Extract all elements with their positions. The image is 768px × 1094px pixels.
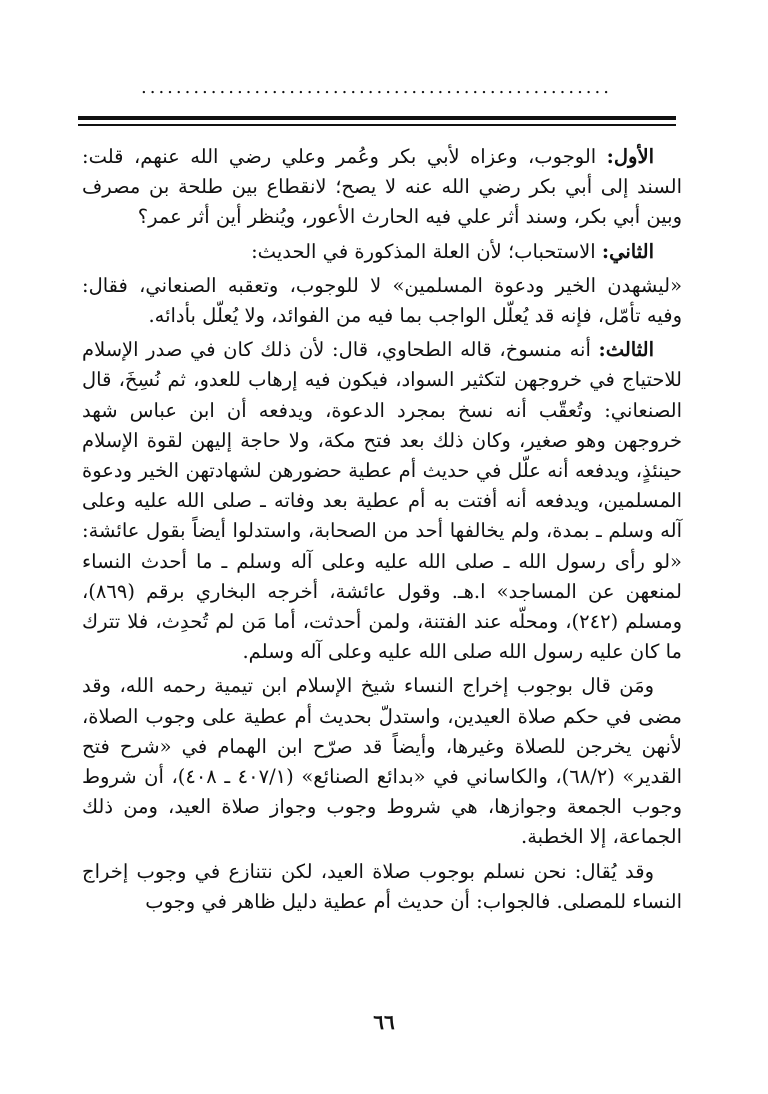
paragraph-ibn-taymiyyah: [82, 671, 682, 852]
header-rule-thick: [78, 116, 676, 120]
page-number: ٦٦: [373, 1010, 395, 1034]
paragraph-text: «ليشهدن الخير ودعوة المسلمين» لا للوجوب، وتعقبه الصنعاني، فقال: وفيه تأمّل، فإنه قد يُعلّل الواجب بما فيه من الفوائد، ولا يُعلّل بأدائه.: [82, 273, 682, 328]
paragraph-text: وقد يُقال: نحن نسلم بوجوب صلاة العيد، لكن نتنازع في وجوب إخراج النساء للمصلى. فالجواب: أن حديث أم عطية دليل ظاهر في وجوب: [82, 859, 682, 913]
paragraph-text: الوجوب، وعزاه لأبي بكر وعُمر وعلي رضي الله عنهم، قلت: السند إلى أبي بكر رضي الله عنه لا يصح؛ لانقطاع بين طلحة بن مصرف وبين أبي بكر، وسند أثر علي فيه الحارث الأعور، ويُنظر أين أثر عمر؟: [82, 145, 682, 229]
paragraph-lead: الثاني:: [601, 239, 654, 263]
paragraph-second-opinion: [82, 237, 682, 267]
paragraph-hadith-quote: [82, 271, 682, 331]
paragraph-first-opinion: [82, 142, 682, 233]
paragraph-third-opinion: [82, 335, 682, 667]
header-rule-thin: [78, 124, 676, 126]
paragraph-lead: الثالث:: [598, 338, 654, 362]
paragraph-objection: [82, 857, 682, 917]
paragraph-text: الاستحباب؛ لأن العلة المذكورة في الحديث:: [251, 239, 602, 263]
body-text: [82, 142, 682, 992]
paragraph-text: ومَن قال بوجوب إخراج النساء شيخ الإسلام ابن تيمية رحمه الله، وقد مضى في حكم صلاة العيدين، واستدلّ بحديث أم عطية على وجوب الصلاة، لأنهن يخرجن للصلاة وغيرها، وأيضاً قد صرّح ابن الهمام في «شرح فتح القدير» (٦٨/٢)، والكاساني في «بدائع الصنائع» (٤٠٧/١ ـ ٤٠٨)، أن شروط وجوب الجمعة وجوازها، هي شروط وجوب وجواز صلاة العيد، ومن ذلك الجماعة، إلا الخطبة.: [82, 674, 682, 849]
paragraph-text: أنه منسوخ، قاله الطحاوي، قال: لأن ذلك كان في صدر الإسلام للاحتياج في خروجهن لتكثير السواد، فيكون فيه إرهاب للعدو، ثم نُسِخَ، قال الصنعاني: وتُعقّب أنه نسخ بمجرد الدعوة، ويدفعه أن ابن عباس شهد خروجهن وهو صغير، وكان ذلك بعد فتح مكة، ولا حاجة إليهن لقوة الإسلام حينئذٍ، ويدفعه أنه علّل في حديث أم عطية حضورهن لشهادتهن الخير ودعوة المسلمين، ويدفعه أنه أفتت به أم عطية بعد وفاته ـ صلى الله عليه وعلى آله وسلم ـ بمدة، ولم يخالفها أحد من الصحابة، واستدلوا أيضاً بقول عائشة: «لو رأى رسول الله ـ صلى الله عليه وعلى آله وسلم ـ ما أحدث النساء لمنعهن عن المساجد» ا.هـ. وقول عائشة، أخرجه البخاري برقم (٨٦٩)، ومسلم (٢٤٢)، ومحلّه عند الفتنة، ولمن أحدثت، أما مَن لم تُحدِث، فلا تترك ما كان عليه رسول الله صلى الله عليه وعلى آله وسلم.: [82, 338, 682, 664]
paragraph-lead: الأول:: [606, 145, 654, 168]
header-dotted-line: ......................................................: [141, 78, 612, 98]
